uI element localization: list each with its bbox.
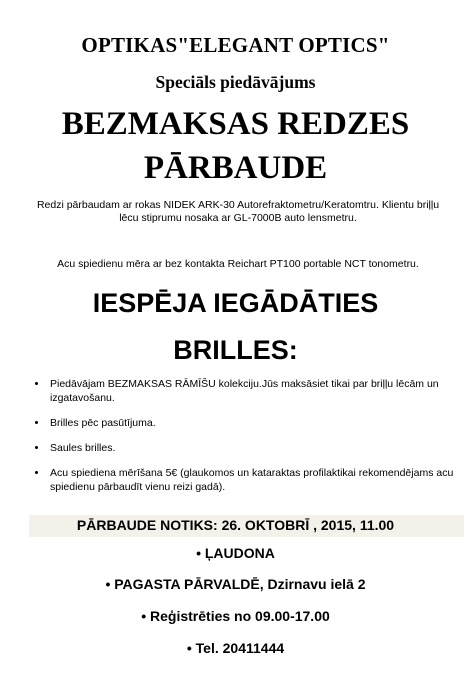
headline-opportunity: IESPĒJA IEGĀDĀTIES bbox=[92, 288, 379, 318]
list-item: • Brilles pēc pasūtījuma. bbox=[48, 416, 471, 430]
tonometer-description: Acu spiedienu mēra ar bez kontakta Reichart PT100 portable NCT tonometru. bbox=[57, 258, 419, 270]
offer-list bbox=[26, 377, 471, 505]
offer-subtitle: Speciāls piedāvājums bbox=[155, 72, 316, 92]
list-item: • Piedāvājam BEZMAKSAS RĀMĪŠU kolekciju.Jūs maksāsiet tikai par briļļu lēcām un izgatavošanu. bbox=[48, 377, 471, 405]
event-registration: • Reģistrēties no 09.00-17.00 bbox=[141, 608, 330, 624]
headline-exam: PĀRBAUDE bbox=[143, 150, 328, 186]
shop-title: OPTIKAS"ELEGANT OPTICS" bbox=[81, 33, 390, 57]
event-venue: • PAGASTA PĀRVALDĒ, Dzirnavu ielā 2 bbox=[105, 576, 366, 592]
list-item: • Saules brilles. bbox=[48, 441, 471, 455]
event-phone: • Tel. 20411444 bbox=[186, 640, 285, 656]
headline-glasses: BRILLES: bbox=[173, 335, 298, 365]
equipment-description: Redzi pārbaudam ar rokas NIDEK ARK-30 Autorefraktometru/Keratomtru. Klientu briļļu lēcu stiprumu nosaka ar GL-7000B auto lensmetru. bbox=[36, 199, 440, 224]
event-date: PĀRBAUDE NOTIKS: 26. OKTOBRĪ , 2015, 11.00 bbox=[76, 517, 395, 533]
event-place: • ĻAUDONA bbox=[196, 545, 275, 561]
headline-free-eye-exam: BEZMAKSAS REDZES bbox=[61, 106, 410, 142]
list-item: • Acu spiediena mērīšana 5€ (glaukomos un kataraktas profilaktikai rekomendējams acu spiedienu pārbaudīt vienu reizi gadā). bbox=[48, 466, 471, 494]
